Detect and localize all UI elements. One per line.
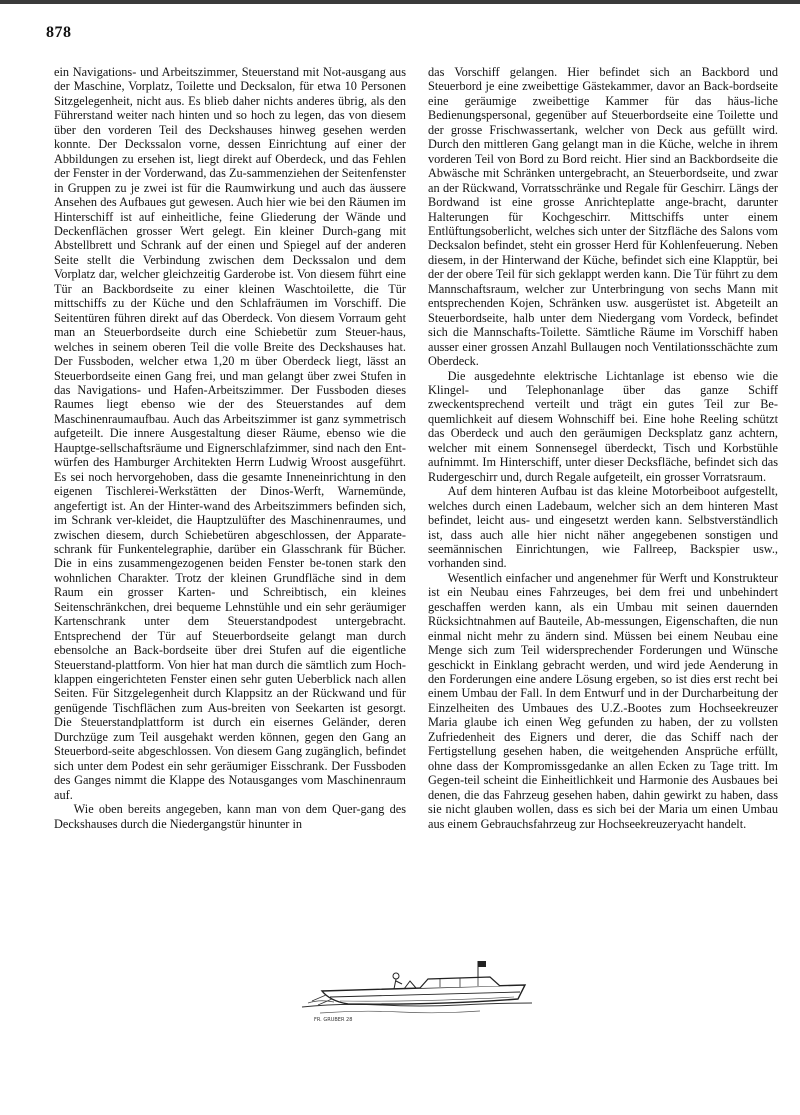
paragraph: das Vorschiff gelangen. Hier befindet sich an Backbord und Steuerbord je eine zweibettige Gästekammer, davor an Back-bordseite eine geräumige zweibettige Kammer für das häus-liche Bedienungspersonal, gegenüber auf Steuerbordseite eine Toilette und der grosse Frischwassertank, welcher von Deck aus gefüllt wird. Durch den mittleren Gang gelangt man in die Küche, welche in ihrem vorderen Teil von Bord zu Bord reicht. Hier sind an Backbordseite die Abwäsche mit Schränken untergebracht, an Steuerbordseite, und zwar an der Rückwand, Vorratsschränke und Regale für Geschirr. Längs der Bordwand ist eine grosse Anrichteplatte ange-bracht, darunter Halterungen für Kochgeschirr. Mittschiffs unter einem Entlüftungsoberlicht, welches sich unter der Sitzfläche des Salons vom Decksalon befindet, steht ein grosser Herd für Kohlenfeuerung. Neben diesem, in der Hinterwand der Küche, befindet sich eine Klapptür, bei der der obere Teil für sich geklappt werden kann. Die Tür führt zu dem Mannschaftsraum, welcher zur Unterbringung von sechs Mann mit entsprechenden Kojen, Schränken usw. ausgerüstet ist. Abgeteilt an Steuerbordseite, halb unter dem Niedergang vom Vordeck, befindet sich die Mannschafts-Toilette. Sämtliche Räume im Vorschiff haben ausser einer grossen Anzahl Bullaugen noch Ventilationsschächte zum Oberdeck. <box>428 65 778 369</box>
paragraph: ein Navigations- und Arbeitszimmer, Steuerstand mit Not-ausgang aus der Maschine, Vorplatz, Toilette und Decksalon, für etwa 10 Personen Sitzgelegenheit, nicht aus. Es blieb daher nichts anderes übrig, als den Führerstand weiter nach hinten und so hoch zu legen, das von diesem über den vorderen Teil des Deckshauses hinweg gesehen werden konnte. Der Deckssalon vorne, dessen Einrichtung auf einer der Abbildungen zu ersehen ist, liegt direkt auf Oberdeck, und das Fehlen der Fenster in der Vorderwand, das Zu-sammenziehen der Seitenfenster in Gruppen zu je zwei ist für die Raumwirkung und auch das äussere Ansehen des Aufbaues gut gewesen. Auch hier wie bei den Räumen im Hinterschiff ist auf einheitliche, feine Gliederung der Wände und Deckenflächen grosser Wert gelegt. Ein kleiner Durch-gang mit Abstellbrett und Schrank auf der einen und Spiegel auf der anderen Seite stellt die Verbindung zwischen dem Deckssalon und dem Vorplatz dar, welcher gleichzeitig Garderobe ist. Von diesem führt eine Tür an Backbordseite zu einer kleinen Waschtoilette, die Tür mittschiffs zu der Küche und den Schlafräumen im Vorschiff. Die Seitentüren führen direkt auf das Oberdeck. Von diesem Vorraum geht man an Steuerbordseite durch eine Schiebetür zum Steuer-haus, welches in seinem oberen Teil die volle Breite des Deckshauses hat. Der Fussboden, welcher etwa 1,20 m über Oberdeck liegt, lässt an Steuerbordseite einen Gang frei, und man gelangt über zwei Stufen in das Navigations- und Hafen-Arbeitszimmer. Der Fussboden dieses Raumes liegt ebenso wie der des Steuerstandes auf dem Maschinenraumaufbau. Auch das Arbeitszimmer ist ganz symmetrisch aufgeteilt. Die innere Ausgestaltung dieser Räume, ebenso wie die Hauptge-sellschaftsräume und Eignerschlafzimmer, sind nach den Ent-würfen des Hamburger Architekten Herrn Ludwig Wroost ausgeführt. Es sei noch hervorgehoben, dass die gesamte Inneneinrichtung in den eigenen Tischlerei-Werkstätten der Dinos-Werft, Warnemünde, angefertigt ist. An der Hinter-wand des Arbeitszimmers befinden sich, im Schrank ver-kleidet, die Hauptzulüfter des Maschinenraumes, und zwischen diesem, durch Schiebetüren abgeschlossen, der Apparate-schrank für Funkentelegraphie, darüber ein Glasschrank für Bücher. Die in eins zusammengezogenen beiden Fenster be-tonen stark den wohnlichen Charakter. Trotz der kleinen Grundfläche sind in dem Raum ein grosser Karten- und Schreibtisch, ein kleines Seitenschränkchen, drei bequeme Lehnstühle und ein sehr geräumiger Kartenschrank unter dem Steuerstandpodest untergebracht. Entsprechend der Tür auf Steuerbordseite gelangt man durch ebensolche an Back-bordseite über drei Stufen auf die eigentliche Steuerstand-plattform. Von hier hat man durch die sämtlich zum Hoch-klappen eingerichteten Fenster einen sehr guten Ueberblick nach allen Seiten. Für Sitzgelegenheit durch Klappsitz an der Rückwand und für genügende Tischflächen zum Aus-breiten von Seekarten ist gesorgt. Die Steuerstandplattform ist durch ein eisernes Geländer, deren Durchzüge zum Teil ausgehakt werden können, gegen den Gang an Steuerbord-seite abgeschlossen. Von diesem Gang zugänglich, befindet sich unter dem Podest ein sehr geräumiger Eisschrank. Der Fussboden des Ganges nimmt die Klappe des Notausganges vom Maschinenraum auf. <box>54 65 406 802</box>
text-column-right <box>428 65 778 831</box>
motorboat-sketch-icon <box>300 955 535 1025</box>
paragraph: Wesentlich einfacher und angenehmer für Werft und Konstrukteur ist ein Neubau eines Fahrzeuges, bei dem frei und unbehindert geschaffen werden kann, als ein Umbau mit seinen dauernden Rücksichtnahmen auf Bauteile, Ab-messungen, Eigenschaften, die nun einmal nicht mehr zu ändern sind. Müssen bei einem Neubau eine Menge sich zum Teil widersprechender Forderungen und Wünsche geschickt in Einklang gebracht werden, und wird jede Aenderung in den Forderungen eine andere Lösung ergeben, so ist dies erst recht bei einem Umbau der Fall. In dem Entwurf und in der Durcharbeitung der Einzelheiten des Umbaues des U.Z.-Bootes zum Hochseekreuzer Maria glaube ich einen Weg gefunden zu haben, der zu vollsten Zufriedenheit des Eigners und derer, die das Schiff nach der Fertigstellung gesehen haben, die weitgehenden Ansprüche erfüllt, ohne dass der Kompromissgedanke an allen Ecken zu Tage tritt. Im Gegen-teil scheint die Einheitlichkeit und Harmonie des Ausbaues bei denen, die das Fahrzeug gesehen haben, dahin gewirkt zu haben, dass sie nicht glauben wollen, dass es sich bei der Maria um einen Umbau aus einem Gebrauchsfahrzeug zur Hochseekreuzeryacht handelt. <box>428 570 778 831</box>
svg-text:FR. GRUBER 28: FR. GRUBER 28 <box>314 1017 353 1023</box>
text-column-left <box>54 65 406 831</box>
page-number: 878 <box>46 24 72 41</box>
paragraph: Die ausgedehnte elektrische Lichtanlage ist ebenso wie die Klingel- und Telephonanlage über das ganze Schiff zweckentsprechend verteilt und trägt ein gutes Teil zur Be-quemlichkeit auf diesem Wohnschiff bei. Eine hohe Reeling schützt das Oberdeck und auch den geräumigen Decksplatz ganz achtern, welcher mit einem Sonnensegel überdeckt, Tisch und Korbstühle aufnimmt. Im Hinterschiff, unter dieser Decksfläche, befindet sich das Rudergeschirr und, durch Regale aufgeteilt, ein grosser Vorratsraum. <box>428 368 778 484</box>
paragraph: Wie oben bereits angegeben, kann man von dem Quer-gang des Deckshauses durch die Niedergangstür hinunter in <box>54 802 406 831</box>
paragraph: Auf dem hinteren Aufbau ist das kleine Motorbeiboot aufgestellt, welches durch einen Ladebaum, welcher sich an dem hinteren Mast befindet, leicht aus- und eingesetzt werden kann. Selbstverständlich ist, dass auch alle hier nicht näher angegebenen sonstigen und seemännischen Einrichtungen, wie Fallreep, Backspier usw., vorhanden sind. <box>428 484 778 571</box>
scan-top-edge <box>0 0 800 4</box>
